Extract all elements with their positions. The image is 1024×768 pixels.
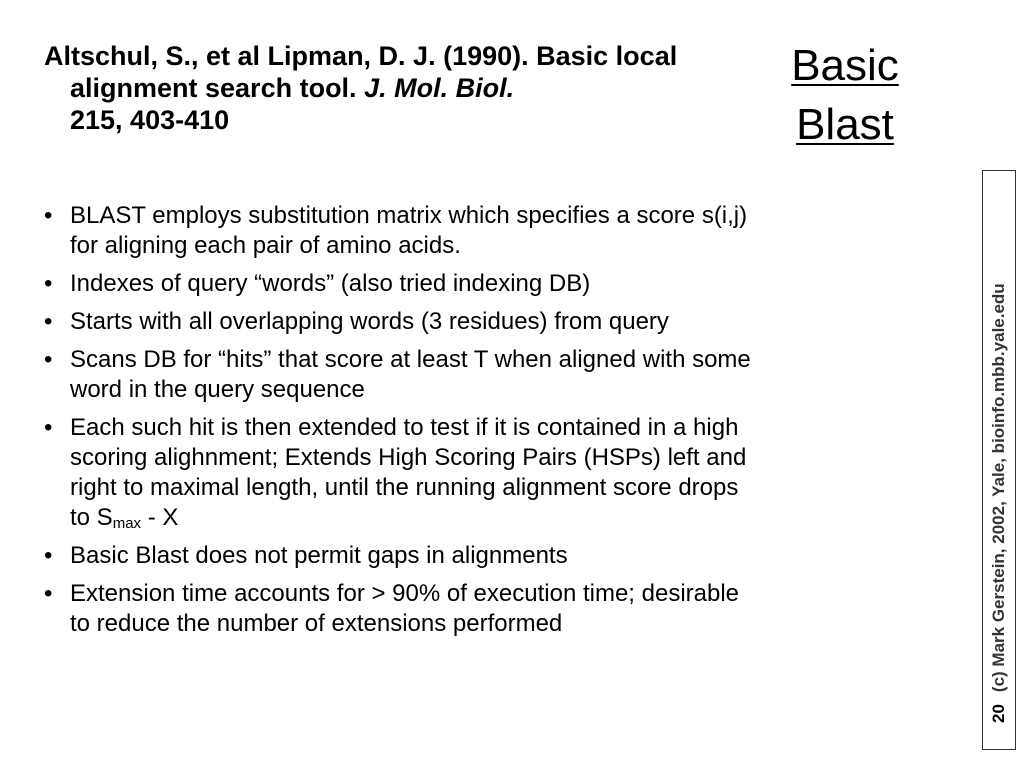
bullet-item — [44, 579, 764, 639]
citation-volume-pages: 215, 403-410 — [70, 105, 230, 135]
bullet-item — [44, 345, 764, 405]
bullet-icon: • — [44, 580, 53, 607]
slide-title-line-2: Blast — [796, 100, 894, 149]
bullet-list — [44, 201, 764, 647]
bullet-icon: • — [44, 270, 53, 297]
bullet-text: Scans DB for “hits” that score at least T when aligned with some word in the query sequence — [70, 346, 751, 403]
bullet-item — [44, 269, 764, 299]
credit-text-wrapper — [989, 283, 1009, 723]
bullet-text-after: - X — [141, 504, 179, 531]
bullet-icon: • — [44, 542, 53, 569]
bullet-text: Indexes of query “words” (also tried indexing DB) — [70, 270, 591, 297]
bullet-item — [44, 307, 764, 337]
bullet-item — [44, 201, 764, 261]
bullet-text: Starts with all overlapping words (3 residues) from query — [70, 308, 669, 335]
bullet-item — [44, 541, 764, 571]
bullet-text: Each such hit is then extended to test if it is contained in a high scoring alighnment; Extends High Scoring Pairs (HSPs) left and right to maximal length, until the running alignment score drops to S — [70, 414, 747, 531]
page-number: 20 — [989, 704, 1008, 723]
bullet-icon: • — [44, 308, 53, 335]
bullet-item — [44, 413, 764, 533]
credit-text: (c) Mark Gerstein, 2002, Yale, bioinfo.mbb.yale.edu — [989, 283, 1008, 693]
slide-title-line-1: Basic — [791, 41, 899, 90]
bullet-subscript: max — [112, 515, 142, 532]
bullet-icon: • — [44, 346, 53, 373]
bullet-text: Basic Blast does not permit gaps in alignments — [70, 542, 568, 569]
citation-text: Altschul, S., et al Lipman, D. J. (1990). Basic local alignment search tool. — [44, 41, 678, 103]
bullet-icon: • — [44, 414, 53, 441]
slide-title-link[interactable] — [770, 36, 920, 154]
bullet-text: Extension time accounts for > 90% of execution time; desirable to reduce the number of extensions performed — [70, 580, 740, 637]
citation-journal: J. Mol. Biol. — [364, 73, 515, 103]
credit-sidebar — [982, 170, 1016, 750]
citation — [44, 40, 790, 136]
bullet-icon: • — [44, 202, 53, 229]
bullet-text: BLAST employs substitution matrix which specifies a score s(i,j) for aligning each pair of amino acids. — [70, 202, 748, 259]
